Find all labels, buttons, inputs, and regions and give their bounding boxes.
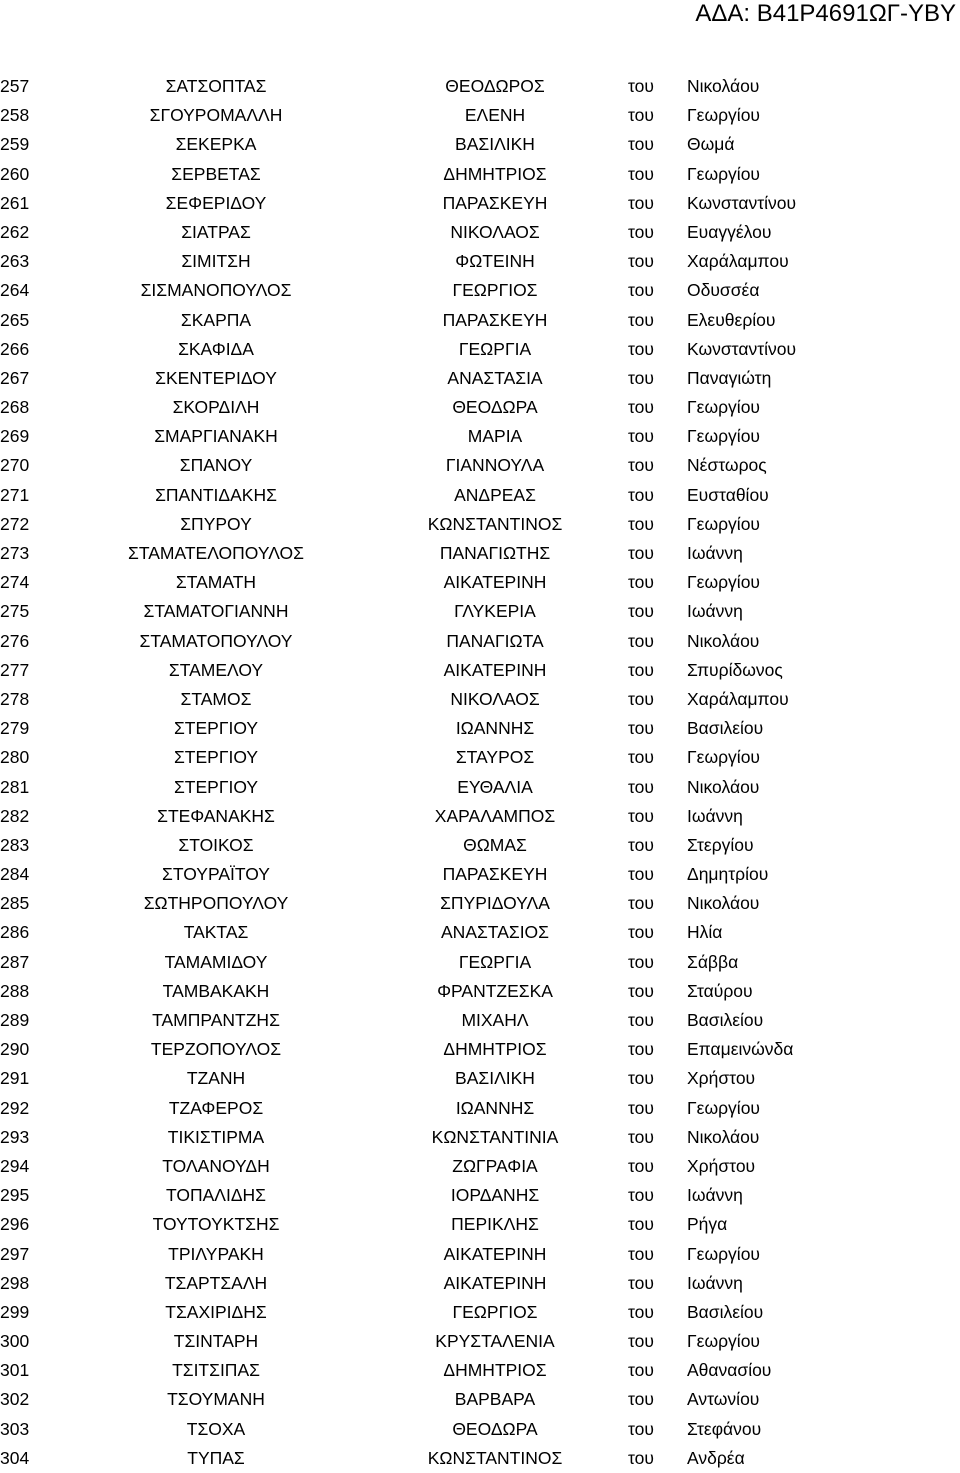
first-name: ΘΕΟΔΩΡΑ [452, 397, 538, 418]
row-number: 295 [0, 1185, 30, 1206]
row-number: 301 [0, 1360, 30, 1381]
first-name: ΘΕΟΔΩΡΑ [452, 1418, 538, 1439]
table-row [0, 627, 960, 656]
row-number: 260 [0, 163, 30, 184]
first-name: ΔΗΜΗΤΡΙΟΣ [443, 163, 547, 184]
of-label: του [628, 221, 654, 242]
first-name: ΕΛΕΝΗ [464, 105, 526, 126]
first-name: ΠΑΡΑΣΚΕΥΗ [442, 309, 548, 330]
first-name: ΣΤΑΥΡΟΣ [455, 747, 535, 768]
of-label: του [628, 1272, 654, 1293]
table-row [0, 510, 960, 539]
father-name: Σπυρίδωνος [687, 659, 783, 680]
father-name: Νικολάου [687, 1126, 760, 1147]
row-number: 291 [0, 1068, 30, 1089]
table-row [0, 539, 960, 568]
table-row [0, 160, 960, 189]
row-number: 293 [0, 1126, 30, 1147]
surname: ΣΙΜΙΤΣΗ [181, 251, 251, 272]
father-name: Βασιλείου [687, 1301, 764, 1322]
table-row [0, 276, 960, 305]
table-row [0, 1152, 960, 1181]
table-row [0, 685, 960, 714]
of-label: του [628, 1010, 654, 1030]
row-number: 273 [0, 543, 30, 563]
table-row [0, 948, 960, 977]
of-label: του [628, 1418, 654, 1439]
father-name: Γεωργίου [687, 572, 760, 593]
father-name: Ανδρέα [687, 1447, 745, 1468]
row-number: 290 [0, 1039, 30, 1060]
of-label: του [628, 543, 654, 563]
surname: ΤΑΜΠΡΑΝΤΖΗΣ [152, 1010, 280, 1030]
first-name: ΔΗΜΗΤΡΙΟΣ [443, 1360, 547, 1381]
row-number: 298 [0, 1272, 30, 1293]
table-row [0, 481, 960, 510]
surname: ΣΓΟΥΡΟΜΑΛΛΗ [149, 105, 283, 126]
table-row [0, 1269, 960, 1298]
of-label: του [628, 922, 654, 943]
first-name: ΠΑΡΑΣΚΕΥΗ [442, 864, 548, 885]
table-row [0, 247, 960, 276]
father-name: Νέστωρος [687, 455, 767, 476]
row-number: 296 [0, 1214, 30, 1235]
row-number: 263 [0, 251, 30, 272]
table-row [0, 1181, 960, 1210]
table-row [0, 1210, 960, 1239]
first-name: ΑΙΚΑΤΕΡΙΝΗ [443, 659, 547, 680]
surname: ΤΟΛΑΝΟΥΔΗ [162, 1155, 270, 1176]
first-name: ΘΕΟΔΩΡΟΣ [445, 76, 545, 96]
of-label: του [628, 134, 654, 155]
surname: ΣΤΟΥΡΑΪΤΟΥ [162, 864, 270, 885]
first-name: ΓΕΩΡΓΙΑ [458, 338, 532, 359]
table-row [0, 656, 960, 685]
first-name: ΓΙΑΝΝΟΥΛΑ [445, 455, 545, 476]
of-label: του [628, 163, 654, 184]
row-number: 283 [0, 834, 30, 855]
table-row [0, 393, 960, 422]
father-name: Ευσταθίου [687, 484, 769, 505]
surname: ΣΤΕΡΓΙΟΥ [173, 776, 259, 797]
first-name: ΔΗΜΗΤΡΙΟΣ [443, 1039, 547, 1060]
first-name: ΑΙΚΑΤΕΡΙΝΗ [443, 1243, 547, 1264]
of-label: του [628, 192, 654, 213]
table-row [0, 364, 960, 393]
of-label: του [628, 1389, 654, 1410]
table-row [0, 422, 960, 451]
first-name: ΓΕΩΡΓΙΟΣ [452, 1301, 538, 1322]
first-name: ΙΩΑΝΝΗΣ [455, 718, 535, 739]
father-name: Νικολάου [687, 893, 760, 914]
father-name: Βασιλείου [687, 718, 764, 739]
father-name: Σάββα [687, 951, 739, 972]
of-label: του [628, 864, 654, 885]
surname: ΣΙΑΤΡΑΣ [181, 221, 251, 242]
father-name: Κωνσταντίνου [687, 192, 797, 213]
of-label: του [628, 1185, 654, 1206]
father-name: Νικολάου [687, 630, 760, 651]
surname: ΣΤΕΡΓΙΟΥ [173, 718, 259, 739]
of-label: του [628, 338, 654, 359]
surname: ΤΣΑΧΙΡΙΔΗΣ [165, 1301, 267, 1322]
table-row [0, 1444, 960, 1473]
first-name: ΠΕΡΙΚΛΗΣ [451, 1214, 539, 1235]
table-row [0, 130, 960, 159]
father-name: Γεωργίου [687, 105, 760, 126]
surname: ΤΥΠΑΣ [187, 1447, 245, 1468]
row-number: 300 [0, 1331, 30, 1352]
table-row [0, 773, 960, 802]
row-number: 304 [0, 1447, 30, 1468]
father-name: Κωνσταντίνου [687, 338, 797, 359]
table-row [0, 743, 960, 772]
surname: ΣΕΚΕΡΚΑ [175, 134, 257, 155]
row-number: 281 [0, 776, 30, 797]
of-label: του [628, 426, 654, 447]
of-label: του [628, 601, 654, 622]
of-label: του [628, 630, 654, 651]
father-name: Ιωάννη [687, 601, 743, 622]
table-row [0, 1094, 960, 1123]
first-name: ΒΑΡΒΑΡΑ [454, 1389, 536, 1410]
row-number: 297 [0, 1243, 30, 1264]
row-number: 259 [0, 134, 30, 155]
father-name: Γεωργίου [687, 1331, 760, 1352]
father-name: Δημητρίου [687, 864, 769, 885]
first-name: ΠΑΝΑΓΙΩΤΑ [446, 630, 544, 651]
of-label: του [628, 1126, 654, 1147]
table-row [0, 1035, 960, 1064]
table-row [0, 1006, 960, 1035]
of-label: του [628, 1447, 654, 1468]
first-name: ΚΩΝΣΤΑΝΤΙΝΟΣ [427, 513, 563, 534]
father-name: Επαμεινώνδα [687, 1039, 794, 1060]
first-name: ΙΩΑΝΝΗΣ [455, 1097, 535, 1118]
of-label: του [628, 280, 654, 301]
surname: ΣΠΑΝΤΙΔΑΚΗΣ [155, 484, 277, 505]
table-row [0, 101, 960, 130]
row-number: 257 [0, 76, 30, 96]
first-name: ΑΝΑΣΤΑΣΙΑ [447, 367, 543, 388]
surname: ΣΩΤΗΡΟΠΟΥΛΟΥ [143, 893, 289, 914]
of-label: του [628, 1068, 654, 1089]
father-name: Αντωνίου [687, 1389, 760, 1410]
first-name: ΘΩΜΑΣ [463, 834, 527, 855]
first-name: ΜΙΧΑΗΛ [461, 1010, 529, 1030]
row-number: 268 [0, 397, 30, 418]
table-row [0, 568, 960, 597]
of-label: του [628, 1331, 654, 1352]
first-name: ΙΟΡΔΑΝΗΣ [450, 1185, 540, 1206]
first-name: ΓΕΩΡΓΙΟΣ [452, 280, 538, 301]
father-name: Χαράλαμπου [687, 688, 789, 709]
of-label: του [628, 1039, 654, 1060]
of-label: του [628, 309, 654, 330]
table-row [0, 918, 960, 947]
surname: ΣΚΟΡΔΙΛΗ [172, 397, 260, 418]
row-number: 262 [0, 221, 30, 242]
of-label: του [628, 513, 654, 534]
first-name: ΒΑΣΙΛΙΚΗ [455, 134, 535, 155]
document-ada-code: ΑΔΑ: Β41Ρ4691ΩΓ-ΥΒΥ [695, 0, 956, 27]
row-number: 284 [0, 864, 30, 885]
of-label: του [628, 951, 654, 972]
table-row [0, 1123, 960, 1152]
of-label: του [628, 805, 654, 826]
first-name: ΧΑΡΑΛΑΜΠΟΣ [434, 805, 556, 826]
first-name: ΠΑΡΑΣΚΕΥΗ [442, 192, 548, 213]
row-number: 267 [0, 367, 30, 388]
father-name: Νικολάου [687, 76, 760, 96]
first-name: ΚΩΝΣΤΑΝΤΙΝΙΑ [431, 1126, 559, 1147]
table-row [0, 218, 960, 247]
of-label: του [628, 1097, 654, 1118]
father-name: Βασιλείου [687, 1010, 764, 1030]
surname: ΣΤΑΜΑΤΟΓΙΑΝΝΗ [143, 601, 289, 622]
surname: ΣΚΑΡΠΑ [180, 309, 252, 330]
first-name: ΒΑΣΙΛΙΚΗ [455, 1068, 535, 1089]
row-number: 287 [0, 951, 30, 972]
table-row [0, 714, 960, 743]
table-row [0, 1385, 960, 1414]
table-row [0, 1356, 960, 1385]
row-number: 266 [0, 338, 30, 359]
of-label: του [628, 1243, 654, 1264]
father-name: Οδυσσέα [687, 280, 760, 301]
names-table [0, 72, 960, 1473]
surname: ΣΕΦΕΡΙΔΟΥ [165, 192, 267, 213]
father-name: Ιωάννη [687, 543, 743, 563]
first-name: ΝΙΚΟΛΑΟΣ [450, 221, 540, 242]
surname: ΣΤΕΦΑΝΑΚΗΣ [157, 805, 275, 826]
father-name: Στεργίου [687, 834, 754, 855]
father-name: Γεωργίου [687, 513, 760, 534]
first-name: ΑΙΚΑΤΕΡΙΝΗ [443, 572, 547, 593]
surname: ΤΕΡΖΟΠΟΥΛΟΣ [150, 1039, 282, 1060]
of-label: του [628, 1155, 654, 1176]
row-number: 269 [0, 426, 30, 447]
surname: ΣΤΟΙΚΟΣ [178, 834, 254, 855]
of-label: του [628, 76, 654, 96]
table-row [0, 831, 960, 860]
father-name: Σταύρου [687, 980, 753, 1001]
table-row [0, 860, 960, 889]
of-label: του [628, 367, 654, 388]
row-number: 303 [0, 1418, 30, 1439]
surname: ΣΠΥΡΟΥ [180, 513, 252, 534]
of-label: του [628, 980, 654, 1001]
surname: ΣΤΑΜΟΣ [180, 688, 252, 709]
father-name: Ιωάννη [687, 1272, 743, 1293]
first-name: ΖΩΓΡΑΦΙΑ [452, 1155, 538, 1176]
of-label: του [628, 484, 654, 505]
surname: ΤΣΙΝΤΑΡΗ [173, 1331, 259, 1352]
surname: ΤΟΥΤΟΥΚΤΣΗΣ [152, 1214, 280, 1235]
table-row [0, 1240, 960, 1269]
of-label: του [628, 1214, 654, 1235]
surname: ΣΤΑΜΑΤΗ [175, 572, 257, 593]
table-row [0, 189, 960, 218]
first-name: ΜΑΡΙΑ [467, 426, 523, 447]
table-row [0, 1327, 960, 1356]
father-name: Παναγιώτη [687, 367, 772, 388]
first-name: ΠΑΝΑΓΙΩΤΗΣ [439, 543, 551, 563]
row-number: 280 [0, 747, 30, 768]
first-name: ΓΕΩΡΓΙΑ [458, 951, 532, 972]
father-name: Αθανασίου [687, 1360, 772, 1381]
row-number: 282 [0, 805, 30, 826]
of-label: του [628, 834, 654, 855]
father-name: Γεωργίου [687, 1243, 760, 1264]
row-number: 272 [0, 513, 30, 534]
table-row [0, 597, 960, 626]
row-number: 271 [0, 484, 30, 505]
row-number: 292 [0, 1097, 30, 1118]
surname: ΣΚΑΦΙΔΑ [178, 338, 254, 359]
of-label: του [628, 455, 654, 476]
table-row [0, 306, 960, 335]
father-name: Ιωάννη [687, 805, 743, 826]
of-label: του [628, 747, 654, 768]
of-label: του [628, 776, 654, 797]
of-label: του [628, 572, 654, 593]
row-number: 270 [0, 455, 30, 476]
row-number: 289 [0, 1010, 30, 1030]
row-number: 288 [0, 980, 30, 1001]
surname: ΤΣΟΥΜΑΝΗ [167, 1389, 265, 1410]
surname: ΤΣΟΧΑ [186, 1418, 246, 1439]
row-number: 294 [0, 1155, 30, 1176]
row-number: 279 [0, 718, 30, 739]
of-label: του [628, 893, 654, 914]
table-row [0, 1415, 960, 1444]
father-name: Στεφάνου [687, 1418, 762, 1439]
surname: ΣΙΣΜΑΝΟΠΟΥΛΟΣ [140, 280, 292, 301]
of-label: του [628, 105, 654, 126]
of-label: του [628, 397, 654, 418]
surname: ΣΜΑΡΓΙΑΝΑΚΗ [154, 426, 278, 447]
father-name: Χαράλαμπου [687, 251, 789, 272]
first-name: ΣΠΥΡΙΔΟΥΛΑ [440, 893, 550, 914]
father-name: Θωμά [687, 134, 735, 155]
row-number: 278 [0, 688, 30, 709]
row-number: 299 [0, 1301, 30, 1322]
first-name: ΚΩΝΣΤΑΝΤΙΝΟΣ [427, 1447, 563, 1468]
row-number: 264 [0, 280, 30, 301]
surname: ΣΤΑΜΑΤΟΠΟΥΛΟΥ [139, 630, 293, 651]
row-number: 274 [0, 572, 30, 593]
surname: ΣΠΑΝΟΥ [179, 455, 253, 476]
of-label: του [628, 1360, 654, 1381]
row-number: 265 [0, 309, 30, 330]
of-label: του [628, 251, 654, 272]
row-number: 302 [0, 1389, 30, 1410]
first-name: ΕΥΘΑΛΙΑ [457, 776, 533, 797]
father-name: Χρήστου [687, 1068, 756, 1089]
of-label: του [628, 688, 654, 709]
table-row [0, 72, 960, 101]
table-row [0, 977, 960, 1006]
table-row [0, 335, 960, 364]
row-number: 258 [0, 105, 30, 126]
surname: ΤΣΑΡΤΣΑΛΗ [164, 1272, 268, 1293]
row-number: 286 [0, 922, 30, 943]
first-name: ΓΛΥΚΕΡΙΑ [454, 601, 536, 622]
father-name: Νικολάου [687, 776, 760, 797]
father-name: Ιωάννη [687, 1185, 743, 1206]
of-label: του [628, 1301, 654, 1322]
row-number: 276 [0, 630, 30, 651]
surname: ΤΑΜΑΜΙΔΟΥ [164, 951, 268, 972]
father-name: Γεωργίου [687, 747, 760, 768]
first-name: ΦΩΤΕΙΝΗ [455, 251, 535, 272]
row-number: 277 [0, 659, 30, 680]
surname: ΣΤΑΜΕΛΟΥ [168, 659, 264, 680]
surname: ΤΑΜΒΑΚΑΚΗ [162, 980, 270, 1001]
surname: ΤΙΚΙΣΤΙΡΜΑ [167, 1126, 265, 1147]
father-name: Χρήστου [687, 1155, 756, 1176]
surname: ΤΑΚΤΑΣ [183, 922, 249, 943]
surname: ΣΤΑΜΑΤΕΛΟΠΟΥΛΟΣ [128, 543, 304, 563]
father-name: Ηλία [687, 922, 723, 943]
father-name: Ρήγα [687, 1214, 728, 1235]
of-label: του [628, 659, 654, 680]
surname: ΤΖΑΦΕΡΟΣ [168, 1097, 264, 1118]
father-name: Γεωργίου [687, 397, 760, 418]
father-name: Γεωργίου [687, 1097, 760, 1118]
table-row [0, 1298, 960, 1327]
first-name: ΝΙΚΟΛΑΟΣ [450, 688, 540, 709]
table-row [0, 1064, 960, 1093]
surname: ΣΚΕΝΤΕΡΙΔΟΥ [155, 367, 277, 388]
first-name: ΑΝΔΡΕΑΣ [454, 484, 536, 505]
table-row [0, 451, 960, 480]
father-name: Ελευθερίου [687, 309, 776, 330]
father-name: Γεωργίου [687, 426, 760, 447]
table-row [0, 889, 960, 918]
first-name: ΑΙΚΑΤΕΡΙΝΗ [443, 1272, 547, 1293]
surname: ΤΡΙΛΥΡΑΚΗ [168, 1243, 264, 1264]
surname: ΣΤΕΡΓΙΟΥ [173, 747, 259, 768]
father-name: Γεωργίου [687, 163, 760, 184]
surname: ΤΖΑΝΗ [186, 1068, 246, 1089]
first-name: ΚΡΥΣΤΑΛΕΝΙΑ [435, 1331, 555, 1352]
row-number: 275 [0, 601, 30, 622]
table-row [0, 802, 960, 831]
surname: ΤΣΙΤΣΙΠΑΣ [172, 1360, 260, 1381]
surname: ΤΟΠΑΛΙΔΗΣ [166, 1185, 266, 1206]
row-number: 261 [0, 192, 30, 213]
of-label: του [628, 718, 654, 739]
surname: ΣΑΤΣΟΠΤΑΣ [165, 76, 267, 96]
first-name: ΑΝΑΣΤΑΣΙΟΣ [441, 922, 549, 943]
father-name: Ευαγγέλου [687, 221, 772, 242]
first-name: ΦΡΑΝΤΖΕΣΚΑ [437, 980, 553, 1001]
surname: ΣΕΡΒΕΤΑΣ [171, 163, 261, 184]
row-number: 285 [0, 893, 30, 914]
